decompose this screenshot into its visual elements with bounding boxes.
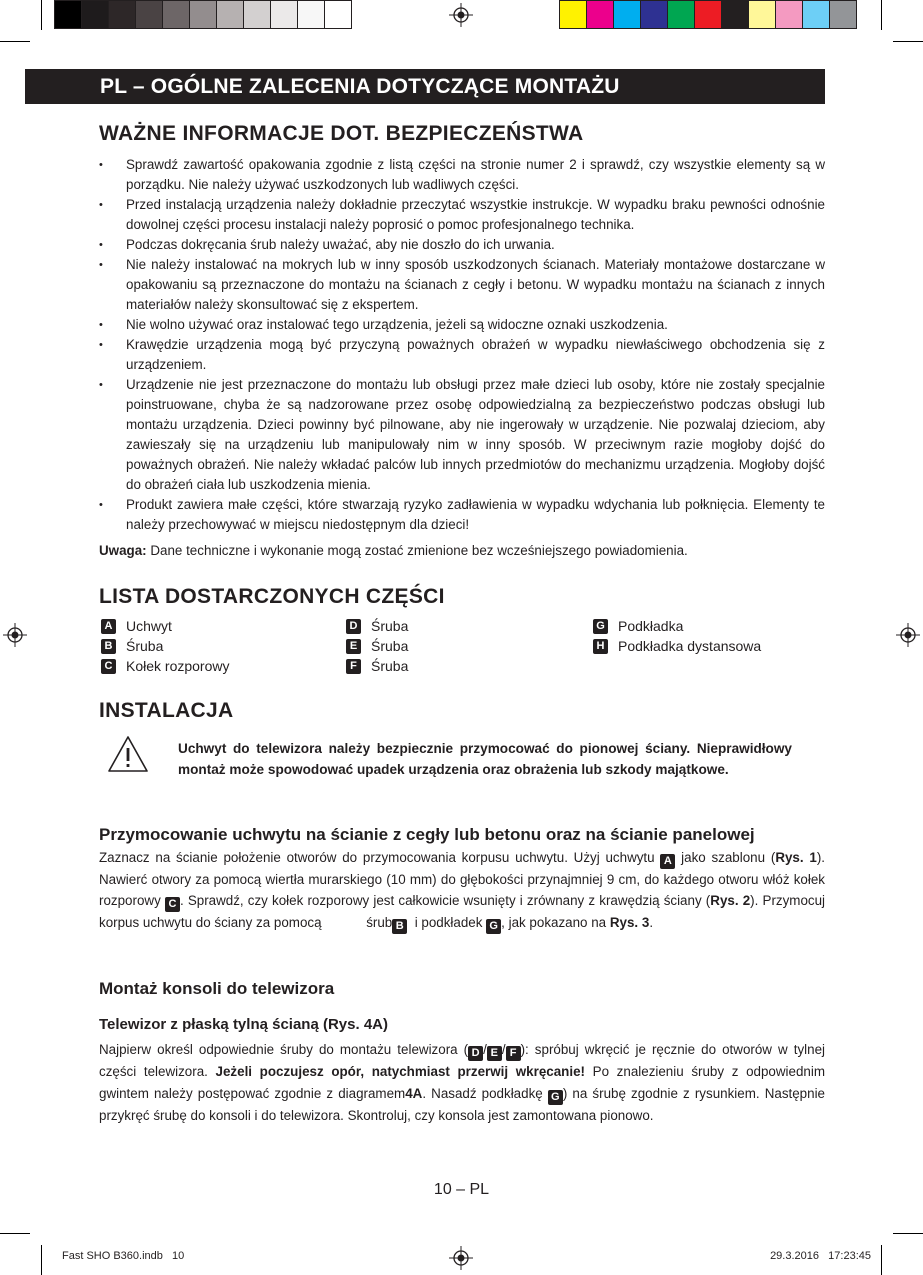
text-run: /: [501, 1042, 506, 1057]
crop-mark: [893, 1233, 923, 1234]
color-swatch: [189, 0, 216, 29]
list-item: • Nie wolno używać oraz instalować tego urządzenia, jeżeli są widoczne oznaki uszkodzenia.: [99, 315, 825, 335]
part-name: Uchwyt: [126, 618, 172, 634]
note-label: Uwaga:: [99, 543, 147, 558]
text-run: Najpierw określ odpowiednie śruby do montażu telewizora (: [99, 1042, 469, 1057]
parts-column-1: [101, 616, 230, 676]
part-name: Śruba: [371, 618, 409, 634]
list-item: [593, 616, 761, 636]
color-swatch: [640, 0, 667, 29]
text-run: . Nasadź podkładkę: [422, 1086, 548, 1101]
list-item: [346, 616, 408, 636]
color-swatch: [162, 0, 189, 29]
install-heading: INSTALACJA: [99, 699, 234, 722]
text-run: ) na śrubę zgodnie z rysunkiem. Następnie przykręć śrubę do konsoli i do telewizora. Skontroluj, czy konsola jest zamontowana pionowo.: [99, 1086, 825, 1123]
list-item: [101, 636, 230, 656]
figure-ref: Rys. 2: [710, 893, 751, 908]
crop-mark: [881, 0, 882, 30]
text-run: Po znalezieniu śruby z odpowiednim gwintem należy postępować zgodnie z diagramem: [99, 1064, 825, 1101]
part-letter: C: [101, 659, 116, 674]
crop-mark: [41, 1245, 42, 1275]
wall-mount-heading: Przymocowanie uchwytu na ścianie z cegły lub betonu oraz na ścianie panelowej: [99, 825, 755, 844]
safety-list: [99, 155, 825, 535]
list-item: • Podczas dokręcania śrub należy uważać, aby nie doszło do ich urwania.: [99, 235, 825, 255]
process-color-bar: [559, 0, 857, 29]
list-item: [101, 616, 230, 636]
color-swatch: [243, 0, 270, 29]
text-run: .: [649, 915, 654, 930]
console-heading: Montaż konsoli do telewizora: [99, 979, 335, 998]
part-name: Podkładka dystansowa: [618, 638, 762, 654]
part-letter: G: [593, 619, 608, 634]
part-letter: G: [548, 1090, 563, 1105]
part-letter: H: [593, 639, 608, 654]
part-name: Podkładka: [618, 618, 684, 634]
wall-mount-paragraph: [99, 847, 829, 934]
color-swatch: [586, 0, 613, 29]
color-swatch: [613, 0, 640, 29]
part-letter: E: [346, 639, 361, 654]
color-swatch: [667, 0, 694, 29]
list-item: • Krawędzie urządzenia mogą być przyczyną poważnych obrażeń w wypadku niewłaściwego obchodzenia się z urządzeniem.: [99, 335, 825, 375]
flat-tv-paragraph: [99, 1039, 825, 1127]
parts-column-2: [346, 616, 408, 676]
part-letter: D: [468, 1046, 483, 1061]
color-swatch: [559, 0, 586, 29]
part-name: Śruba: [126, 638, 164, 654]
part-name: Śruba: [371, 658, 409, 674]
parts-heading: LISTA DOSTARCZONYCH CZĘŚCI: [99, 585, 445, 608]
list-item: • Przed instalacją urządzenia należy dokładnie przeczytać wszystkie instrukcje. W wypadku braku pewności odnośnie dowolnej części procesu instalacji należy poprosić o pomoc profesjonalnego technika.: [99, 195, 825, 235]
color-swatch: [297, 0, 324, 29]
part-letter: B: [101, 639, 116, 654]
crop-mark: [893, 41, 923, 42]
color-swatch: [54, 0, 81, 29]
part-name: Kołek rozporowy: [126, 658, 230, 674]
part-letter: E: [487, 1046, 502, 1061]
list-item: • Sprawdź zawartość opakowania zgodnie z listą części na stronie numer 2 i sprawdź, czy wszystkie elementy są w porządku. Nie należy używać uszkodzonych lub wadliwych części.: [99, 155, 825, 195]
crop-mark: [881, 1245, 882, 1275]
text-run: Zaznacz na ścianie położenie otworów do przymocowania korpusu uchwytu. Użyj uchwytu: [99, 850, 661, 865]
color-swatch: [324, 0, 352, 29]
list-item: • Produkt zawiera małe części, które stwarzają ryzyko zadławienia w wypadku wdychania lub połknięcia. Elementy te należy przechowywać w miejscu niedostępnym dla dzieci!: [99, 495, 825, 535]
color-swatch: [81, 0, 108, 29]
gray-color-bar: [54, 0, 352, 29]
note-paragraph: [99, 540, 825, 561]
color-swatch: [694, 0, 721, 29]
color-swatch: [270, 0, 297, 29]
color-swatch: [829, 0, 857, 29]
part-letter: D: [346, 619, 361, 634]
text-run: jako szablonu (: [675, 850, 776, 865]
figure-ref: 4A: [405, 1086, 423, 1101]
text-run: . Sprawdź, czy kołek rozporowy jest całkowicie wsunięty i zrównany z krawędzią ściany (: [179, 893, 711, 908]
note-text: Dane techniczne i wykonanie mogą zostać zmienione bez wcześniejszego powiadomienia.: [146, 543, 688, 558]
part-letter: A: [101, 619, 116, 634]
text-run: , jak pokazano na: [501, 915, 610, 930]
color-swatch: [721, 0, 748, 29]
text-run: /: [483, 1042, 487, 1057]
registration-mark-icon: [3, 623, 27, 647]
text-run: ): spróbuj wkręcić je ręcznie do otworów w tylnej części telewizora.: [99, 1042, 825, 1079]
part-letter: A: [660, 854, 675, 869]
part-name: Śruba: [371, 638, 409, 654]
registration-mark-icon: [449, 1246, 473, 1270]
text-run: ). Przymocuj korpus uchwytu do ściany za pomocą śrub: [99, 893, 829, 930]
color-swatch: [775, 0, 802, 29]
crop-mark: [41, 0, 42, 30]
registration-mark-icon: [449, 3, 473, 27]
list-item: [346, 636, 408, 656]
emphasis-text: Jeżeli poczujesz opór, natychmiast przerwij wkręcanie!: [215, 1064, 585, 1079]
list-item: [346, 656, 408, 676]
part-letter: B: [392, 919, 407, 934]
color-swatch: [135, 0, 162, 29]
part-letter: F: [346, 659, 361, 674]
slug-timestamp: 29.3.2016 17:23:45: [770, 1250, 871, 1262]
warning-text: Uchwyt do telewizora należy bezpiecznie przymocować do pionowej ściany. Nieprawidłowy montaż może spowodować upadek urządzenia oraz obrażenia lub szkody majątkowe.: [178, 741, 792, 777]
color-swatch: [802, 0, 829, 29]
figure-ref: Rys. 3: [609, 915, 650, 930]
part-letter: C: [165, 897, 180, 912]
crop-mark: [0, 1233, 30, 1234]
safety-heading: WAŻNE INFORMACJE DOT. BEZPIECZEŃSTWA: [99, 122, 584, 145]
list-item: [101, 656, 230, 676]
section-header-bar: PL – OGÓLNE ZALECENIA DOTYCZĄCE MONTAŻU: [25, 69, 825, 104]
page-number: 10 – PL: [433, 1181, 490, 1198]
parts-column-3: [593, 616, 761, 656]
text-run: ). Nawierć otwory za pomocą wiertła murarskiego (10 mm) do głębokości przynajmniej 9 cm, do każdego otworu włóż kołek rozporowy: [99, 850, 825, 908]
registration-mark-icon: [896, 623, 920, 647]
figure-ref: Rys. 1: [775, 850, 817, 865]
slug-filename: Fast SHO B360.indb 10: [62, 1250, 185, 1262]
part-letter: G: [486, 919, 501, 934]
part-letter: F: [506, 1046, 521, 1061]
flat-tv-heading: Telewizor z płaską tylną ścianą (Rys. 4A): [99, 1016, 388, 1033]
crop-mark: [0, 41, 30, 42]
color-swatch: [108, 0, 135, 29]
list-item: • Urządzenie nie jest przeznaczone do montażu lub obsługi przez małe dzieci lub osoby, które nie zostały specjalnie poinstruowane, chyba że są nadzorowane przez osobę odpowiedzialną za bezpieczeństwo podczas obsługi lub montażu urządzenia. Dzieci powinny być pilnowane, aby nie ingerowały w urządzenie. Nie pozwalaj dzieciom, aby zawieszały się na urządzeniu lub manipulowały nim w inny sposób. W przeciwnym razie mogłoby dojść do poważnych obrażeń. Nie należy wkładać palców lub innych przedmiotów do mechanizmu urządzenia. Mogłoby dojść do obrażeń ciała lub uszkodzenia mienia.: [99, 375, 825, 495]
text-run: i podkładek: [407, 915, 487, 930]
warning-triangle-icon: [107, 735, 149, 773]
color-swatch: [216, 0, 243, 29]
color-swatch: [748, 0, 775, 29]
list-item: [593, 636, 761, 656]
list-item: • Nie należy instalować na mokrych lub w inny sposób uszkodzonych ścianach. Materiały montażowe dostarczane w opakowaniu są przeznaczone do montażu na ścianach z cegły i betonu. W wypadku montażu na ścianach z innych materiałów należy skonsultować się z ekspertem.: [99, 255, 825, 315]
